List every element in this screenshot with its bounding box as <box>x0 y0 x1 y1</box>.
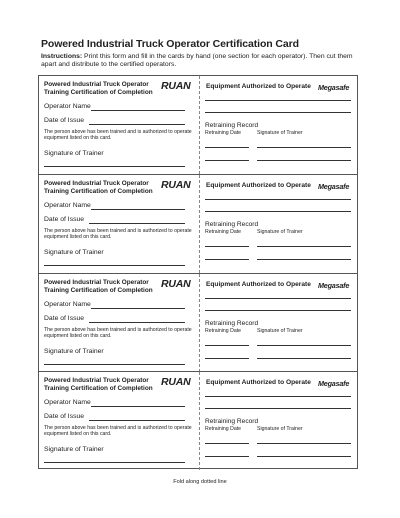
operator-name-label: Operator Name <box>44 103 91 110</box>
card-heading-line2: Training Certification of Completion <box>44 384 153 392</box>
authorization-note: The person above has been trained and is authorized to operate equipment listed on this card. <box>44 129 192 142</box>
equipment-heading: Equipment Authorized to Operate <box>206 379 311 386</box>
megasafe-logo: Megasafe <box>318 379 350 388</box>
retraining-date-label: Retraining Date <box>205 328 242 334</box>
certification-card-back <box>199 274 357 372</box>
instructions-label: Instructions: <box>41 53 83 60</box>
megasafe-logo: Megasafe <box>318 83 350 92</box>
certification-card-back <box>199 372 357 470</box>
retraining-signature-line[interactable] <box>257 345 351 346</box>
retraining-signature-label: Signature of Trainer <box>257 130 303 136</box>
ruan-logo: RUAN <box>161 376 191 388</box>
ruan-logo: RUAN <box>161 278 191 290</box>
equipment-line[interactable] <box>205 199 351 200</box>
page-title: Powered Industrial Truck Operator Certification Card <box>41 38 299 50</box>
retraining-date-line[interactable] <box>205 147 249 148</box>
certification-card-back <box>199 175 357 273</box>
card-divider <box>39 371 357 372</box>
card-heading-line2: Training Certification of Completion <box>44 88 153 96</box>
instructions <box>41 53 361 70</box>
authorization-note: The person above has been trained and is authorized to operate equipment listed on this card. <box>44 228 192 241</box>
operator-name-label: Operator Name <box>44 202 91 209</box>
operator-name-label: Operator Name <box>44 399 91 406</box>
retraining-signature-line[interactable] <box>257 246 351 247</box>
date-of-issue-line[interactable] <box>89 124 185 125</box>
retraining-signature-line[interactable] <box>257 160 351 161</box>
date-of-issue-line[interactable] <box>89 420 185 421</box>
retraining-signature-line[interactable] <box>257 147 351 148</box>
certification-card-grid <box>38 75 358 469</box>
card-divider <box>39 273 357 274</box>
certification-card-back <box>199 76 357 174</box>
card-heading <box>44 279 153 294</box>
operator-name-line[interactable] <box>91 406 185 407</box>
card-divider <box>39 174 357 175</box>
certification-card-front <box>39 274 199 372</box>
card-heading-line1: Powered Industrial Truck Operator <box>44 279 149 286</box>
card-heading-line2: Training Certification of Completion <box>44 286 153 294</box>
retraining-date-line[interactable] <box>205 345 249 346</box>
trainer-signature-label: Signature of Trainer <box>44 446 104 453</box>
operator-name-line[interactable] <box>91 209 185 210</box>
operator-name-line[interactable] <box>91 110 185 111</box>
card-heading-line1: Powered Industrial Truck Operator <box>44 81 149 88</box>
trainer-signature-line[interactable] <box>44 265 185 266</box>
date-of-issue-line[interactable] <box>89 322 185 323</box>
retraining-date-label: Retraining Date <box>205 130 242 136</box>
retraining-signature-label: Signature of Trainer <box>257 426 303 432</box>
certification-card-front <box>39 76 199 174</box>
card-heading <box>44 81 153 96</box>
retraining-date-label: Retraining Date <box>205 426 242 432</box>
equipment-line[interactable] <box>205 211 351 212</box>
retraining-date-line[interactable] <box>205 443 249 444</box>
trainer-signature-line[interactable] <box>44 364 185 365</box>
trainer-signature-line[interactable] <box>44 166 185 167</box>
date-of-issue-label: Date of Issue <box>44 216 85 223</box>
retraining-date-line[interactable] <box>205 160 249 161</box>
authorization-note: The person above has been trained and is authorized to operate equipment listed on this card. <box>44 327 192 340</box>
trainer-signature-line[interactable] <box>44 462 185 463</box>
retraining-date-line[interactable] <box>205 246 249 247</box>
fold-note: Fold along dotted line <box>173 479 227 485</box>
card-heading <box>44 180 153 195</box>
card-heading-line1: Powered Industrial Truck Operator <box>44 180 149 187</box>
equipment-line[interactable] <box>205 310 351 311</box>
retraining-signature-label: Signature of Trainer <box>257 229 303 235</box>
retraining-record-label: Retraining Record <box>205 122 259 129</box>
equipment-line[interactable] <box>205 112 351 113</box>
retraining-signature-line[interactable] <box>257 358 351 359</box>
certification-card-front <box>39 372 199 470</box>
equipment-line[interactable] <box>205 100 351 101</box>
date-of-issue-label: Date of Issue <box>44 117 85 124</box>
operator-name-label: Operator Name <box>44 301 91 308</box>
retraining-date-label: Retraining Date <box>205 229 242 235</box>
retraining-date-line[interactable] <box>205 259 249 260</box>
certification-card-front <box>39 175 199 273</box>
date-of-issue-label: Date of Issue <box>44 413 85 420</box>
equipment-line[interactable] <box>205 396 351 397</box>
retraining-record-label: Retraining Record <box>205 418 259 425</box>
retraining-signature-label: Signature of Trainer <box>257 328 303 334</box>
retraining-signature-line[interactable] <box>257 443 351 444</box>
date-of-issue-line[interactable] <box>89 223 185 224</box>
retraining-record-label: Retraining Record <box>205 221 259 228</box>
date-of-issue-label: Date of Issue <box>44 315 85 322</box>
ruan-logo: RUAN <box>161 80 191 92</box>
equipment-line[interactable] <box>205 298 351 299</box>
instructions-text: Print this form and fill in the cards by hand (one section for each operator). Then cut them apart and distribute to the certified operators. <box>41 53 353 69</box>
equipment-line[interactable] <box>205 408 351 409</box>
trainer-signature-label: Signature of Trainer <box>44 348 104 355</box>
retraining-signature-line[interactable] <box>257 259 351 260</box>
ruan-logo: RUAN <box>161 179 191 191</box>
retraining-record-label: Retraining Record <box>205 320 259 327</box>
card-heading-line2: Training Certification of Completion <box>44 187 153 195</box>
card-heading-line1: Powered Industrial Truck Operator <box>44 377 149 384</box>
operator-name-line[interactable] <box>91 308 185 309</box>
equipment-heading: Equipment Authorized to Operate <box>206 182 311 189</box>
megasafe-logo: Megasafe <box>318 182 350 191</box>
retraining-date-line[interactable] <box>205 358 249 359</box>
card-heading <box>44 377 153 392</box>
equipment-heading: Equipment Authorized to Operate <box>206 281 311 288</box>
equipment-heading: Equipment Authorized to Operate <box>206 83 311 90</box>
trainer-signature-label: Signature of Trainer <box>44 150 104 157</box>
retraining-date-line[interactable] <box>205 456 249 457</box>
megasafe-logo: Megasafe <box>318 281 350 290</box>
authorization-note: The person above has been trained and is authorized to operate equipment listed on this card. <box>44 425 192 438</box>
trainer-signature-label: Signature of Trainer <box>44 249 104 256</box>
retraining-signature-line[interactable] <box>257 456 351 457</box>
